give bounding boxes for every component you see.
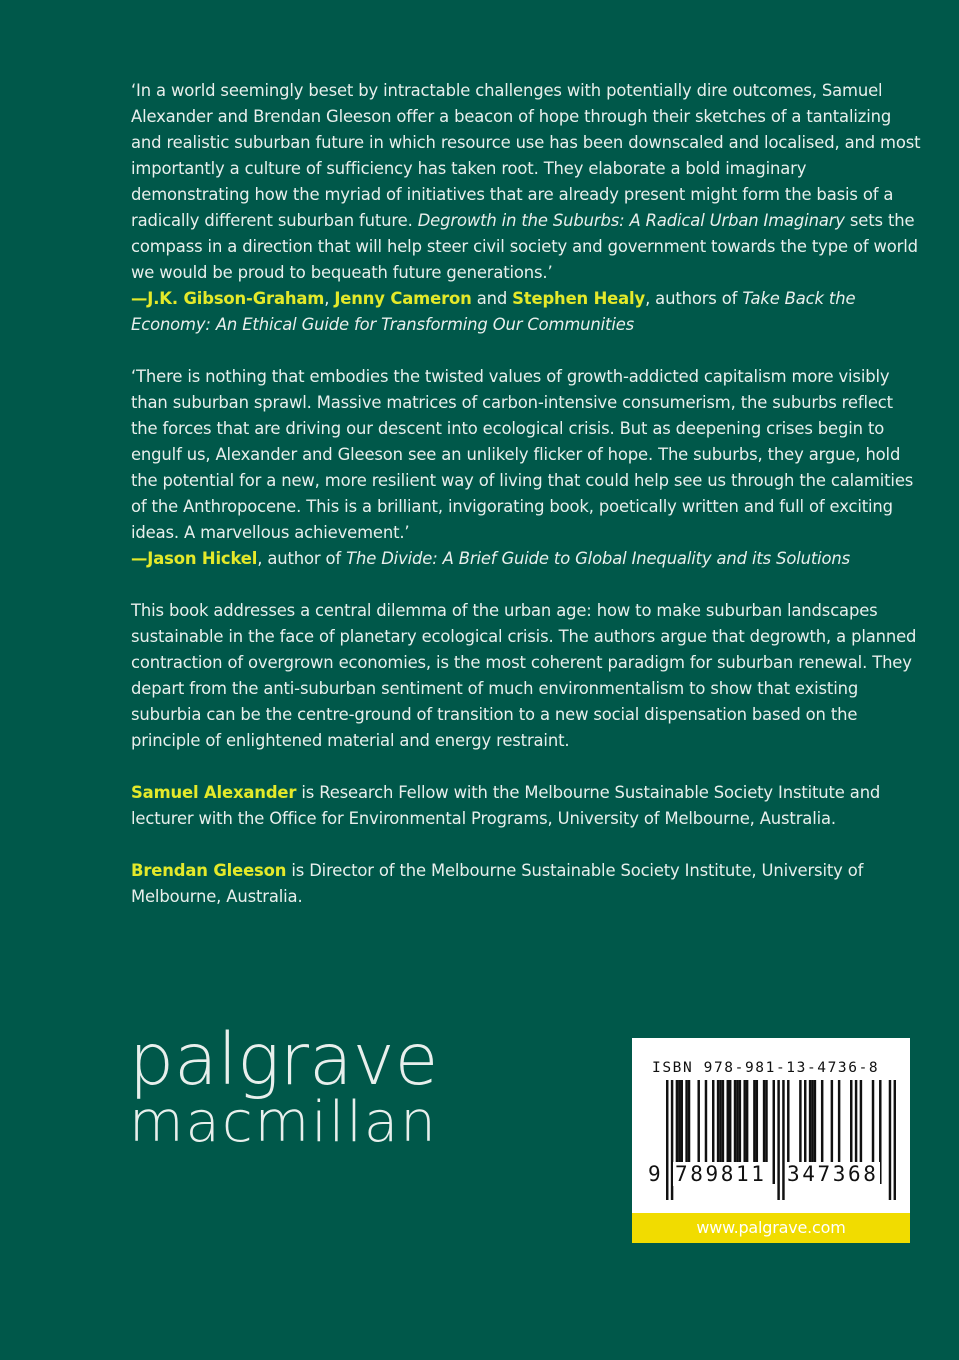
author-bio-alexander bbox=[131, 780, 921, 832]
bio-name: Samuel Alexander bbox=[131, 783, 297, 802]
author-name: Stephen Healy bbox=[512, 289, 646, 308]
logo-line-palgrave: palgrave bbox=[129, 1018, 439, 1101]
quote-text: ‘In a world seemingly beset by intractable challenges with potentially dire outcomes, Samuel Alexander and Brendan Gleeson offer a beacon of hope through their sketches of a tantalizing and realistic suburban future in which resource use has been downscaled and localised, and most importantly a culture of sufficiency has taken root. They elaborate a bold imaginary demonstrating how the myriad of initiatives that are already present might form the basis of a radically different suburban future. bbox=[131, 81, 921, 230]
barcode-bar bbox=[894, 1080, 896, 1200]
quote-attribution bbox=[131, 549, 850, 568]
publisher-logo bbox=[129, 1018, 439, 1155]
attribution-dash: — bbox=[131, 549, 148, 568]
author-name: Jason Hickel bbox=[147, 549, 258, 568]
separator: , bbox=[324, 289, 335, 308]
isbn-label: ISBN 978-981-13-4736-8 bbox=[652, 1060, 880, 1076]
quote-text: ‘There is nothing that embodies the twisted values of growth-addicted capitalism more visibly than suburban sprawl. Massive matrices of carbon-intensive consumerism, the suburbs reflect the forces that are driving our descent into ecological crisis. But as deepening crises begin to engulf us, Alexander and Gleeson see an unlikely flicker of hope. The suburbs, they argue, hold the potential for a new, more resilient way of living that could help see us through the calamities of the Anthropocene. This is a brilliant, invigorating book, poetically written and full of exciting ideas. A marvellous achievement.’ bbox=[131, 367, 914, 542]
bio-text: is Director of the Melbourne Sustainable Society Institute, University of Melbourne, Australia. bbox=[131, 861, 864, 906]
barcode-bar bbox=[666, 1080, 668, 1200]
attribution-book: The Divide: A Brief Guide to Global Inequality and its Solutions bbox=[346, 549, 851, 568]
attribution-suffix: , author of bbox=[257, 549, 347, 568]
attribution-dash: — bbox=[131, 289, 148, 308]
bio-name: Brendan Gleeson bbox=[131, 861, 287, 880]
barcode-digits-left: 789811 bbox=[675, 1162, 767, 1186]
quote-book-title: Degrowth in the Suburbs: A Radical Urban Imaginary bbox=[417, 211, 845, 230]
attribution-suffix: , authors of bbox=[645, 289, 743, 308]
quote-attribution bbox=[131, 289, 855, 334]
separator: and bbox=[471, 289, 513, 308]
barcode-bar bbox=[773, 1080, 775, 1184]
isbn-barcode-block bbox=[632, 1038, 910, 1243]
bio-text: is Research Fellow with the Melbourne Sustainable Society Institute and lecturer with the Office for Environmental Programs, University of Melbourne, Australia. bbox=[131, 783, 881, 828]
barcode-bar bbox=[777, 1080, 779, 1200]
quote-gibson-graham bbox=[131, 78, 921, 338]
publisher-url[interactable]: www.palgrave.com bbox=[696, 1218, 846, 1237]
quote-text: sets the compass in a direction that will help steer civil society and government towards the type of world we would be proud to bequeath future generations.’ bbox=[131, 211, 918, 282]
author-name: J.K. Gibson-Graham bbox=[147, 289, 325, 308]
attribution-book: Take Back the Economy: An Ethical Guide for Transforming Our Communities bbox=[131, 289, 856, 334]
quote-hickel bbox=[131, 364, 921, 572]
barcode-digits-right: 347368 bbox=[787, 1162, 879, 1186]
back-cover-text bbox=[131, 78, 921, 936]
author-name: Jenny Cameron bbox=[334, 289, 472, 308]
book-description: This book addresses a central dilemma of the urban age: how to make suburban landscapes sustainable in the face of planetary ecological crisis. The authors argue that degrowth, a planned contraction of overgrown economies, is the most coherent paradigm for suburban renewal. They depart from the anti-suburban sentiment of much environmentalism to show that existing suburbia can be the centre-ground of transition to a new social dispensation based on the principle of enlightened material and energy restraint. bbox=[131, 601, 917, 750]
author-bio-gleeson bbox=[131, 858, 921, 910]
barcode-bar bbox=[889, 1080, 891, 1200]
barcode-panel bbox=[632, 1038, 910, 1213]
logo-line-macmillan: macmillan bbox=[129, 1090, 438, 1155]
publisher-url-band bbox=[632, 1213, 910, 1243]
barcode-digit-first: 9 bbox=[648, 1162, 661, 1186]
